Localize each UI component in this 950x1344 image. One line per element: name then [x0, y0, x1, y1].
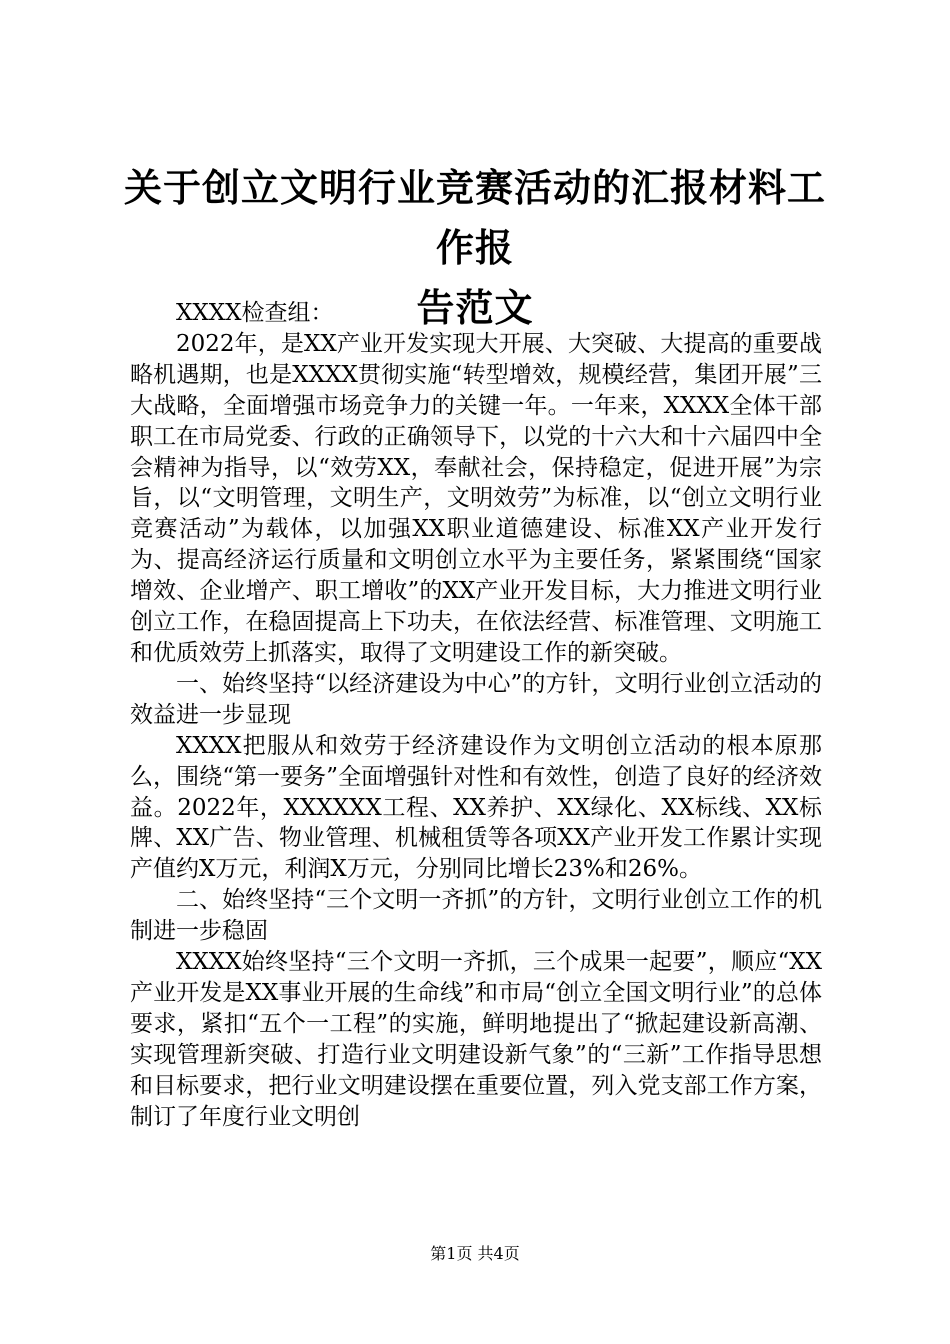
salutation-paragraph: XXXX检查组：: [176, 300, 334, 326]
intro-paragraph: 2022年，是XX产业开发实现大开展、大突破、大提高的重要战略机遇期，也是XXXX贯彻实施“转型增效，规模经营，集团开展”三大战略，全面增强市场竞争力的关键一年。一年来，XXXX全体干部职工在市局党委、行政的正确领导下，以党的十六大和十六届四中全会精神为指导，以“效劳XX，奉献社会，保持稳定，促进开展”为宗旨，以“文明管理，文明生产，文明效劳”为标准，以“创立文明行业竞赛活动”为载体，以加强XX职业道德建设、标准XX产业开发行为、提高经济运行质量和文明创立水平为主要任务，紧紧围绕“国家增效、企业增产、职工增收”的XX产业开发目标，大力推进文明行业创立工作，在稳固提高上下功夫，在依法经营、标准管理、文明施工和优质效劳上抓落实，取得了文明建设工作的新突破。: [130, 330, 822, 666]
page-number-footer: 第1页 共4页: [430, 1244, 520, 1263]
section-heading-2: 二、始终坚持“三个文明一齐抓”的方针，文明行业创立工作的机制进一步稳固: [130, 887, 822, 945]
section-1-paragraph: XXXX把服从和效劳于经济建设作为文明创立活动的根本原那么，围绕“第一要务”全面增强针对性和有效性，创造了良好的经济效益。2022年，XXXXXX工程、XX养护、XX绿化、XX标线、XX标牌、XX广告、物业管理、机械租赁等各项XX产业开发工作累计实现产值约X万元，利润X万元，分别同比增长23%和26%。: [130, 732, 822, 883]
title-line-1: 关于创立文明行业竞赛活动的汇报材料工作报: [123, 166, 826, 270]
section-2-paragraph: XXXX始终坚持“三个文明一齐抓，三个成果一起要”，顺应“XX产业开发是XX事业开展的生命线”和市局“创立全国文明行业”的总体要求，紧扣“五个一工程”的实施，鲜明地提出了“掀起建设新高潮、实现管理新突破、打造行业文明建设新气象”的“三新”工作指导思想和目标要求，把行业文明建设摆在重要位置，列入党支部工作方案，制订了年度行业文明创: [130, 949, 822, 1130]
title-line-2: 告范文: [416, 286, 534, 330]
section-heading-1: 一、始终坚持“以经济建设为中心”的方针，文明行业创立活动的效益进一步显现: [130, 670, 822, 728]
document-body: [130, 298, 822, 1132]
